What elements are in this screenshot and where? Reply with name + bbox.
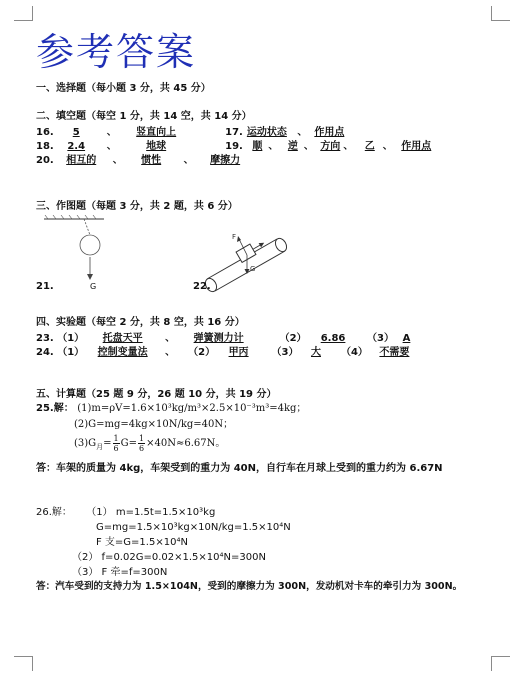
q26-line-1: [36, 506, 215, 520]
q17-answer-b: 作用点: [314, 127, 345, 138]
fraction-one-sixth-2: $\frac{1}{6}$: [139, 434, 145, 453]
q20-number: 20.: [36, 155, 54, 166]
section-choice-heading: 一、选择题（每小题 3 分，共 45 分）: [36, 83, 211, 94]
q26-step-3: F 支=G=1.5×10⁴N: [96, 537, 188, 548]
q20-answer-b: 惯性: [141, 155, 162, 166]
q16-answer-b: 竖直向上: [136, 127, 177, 138]
q19-number: 19.: [225, 141, 243, 152]
q17-answer-a: 运动状态: [246, 127, 287, 138]
q17-number: 17.: [225, 127, 243, 138]
q19-answer-e: 作用点: [401, 141, 432, 152]
experiment-row-23: [36, 332, 415, 346]
figure-22-label-g: G: [250, 265, 256, 273]
separator: 、: [106, 141, 117, 152]
q25-line-1: [36, 402, 306, 416]
crop-mark-bottom-right: [491, 656, 510, 671]
q21-label-g: G: [90, 282, 97, 291]
figure-22-label-f: F: [232, 233, 237, 241]
q16-number: 16.: [36, 127, 54, 138]
q18-answer-b: 地球: [146, 141, 167, 152]
q19-answer-b: 逆: [287, 141, 298, 152]
fraction-one-sixth: $\frac{1}{6}$: [113, 434, 119, 453]
q25-step-3-prefix: (3)G: [74, 438, 97, 449]
q26-step-2: G=mg=1.5×10³kg×10N/kg=1.5×10⁴N: [96, 522, 291, 533]
q20-answer-c: 摩擦力: [210, 155, 241, 166]
q26-step-5: （3） F 牵=f=300N: [72, 567, 168, 578]
q26-answer: 答：汽车受到的支持力为 1.5×104N，受到的摩擦力为 300N，发动机对卡车的牵引力为 300N。: [36, 581, 463, 592]
section-calculation-heading: 五、计算题（25 题 9 分，26 题 10 分，共 19 分）: [36, 389, 277, 400]
q24-answer-1: 控制变量法: [97, 347, 148, 358]
q19-answer-c: 方向: [320, 141, 341, 152]
crop-mark-top-left: [14, 6, 33, 21]
page-title: 参考答案: [36, 30, 197, 74]
q18-number: 18.: [36, 141, 54, 152]
q24-number: 24.: [36, 347, 54, 358]
q26-step-1: （1） m=1.5t=1.5×10³kg: [86, 507, 216, 518]
experiment-row-24: [36, 346, 417, 360]
q23-part-1: （1）: [57, 333, 85, 344]
separator: 、: [112, 155, 123, 166]
q24-answer-4: 不需要: [379, 347, 410, 358]
separator: 、: [106, 127, 117, 138]
q25-step-3-mid: G=: [120, 438, 138, 449]
q19-answer-d: 乙: [364, 141, 375, 152]
q26-step-4: （2） f=0.02G=0.02×1.5×10⁴N=300N: [72, 552, 266, 563]
q25-step-3-equals: =: [103, 438, 112, 449]
q25-step-2: (2)G=mg=4kg×10N/kg=40N；: [74, 419, 234, 430]
q24-part-2: （2）: [188, 347, 216, 358]
q23-part-2: （2）: [279, 333, 307, 344]
q24-part-4: （4）: [340, 347, 368, 358]
q18-answer-a: 2.4: [67, 141, 86, 152]
separator: 、: [382, 141, 393, 152]
section-drawing-heading: 三、作图题（每题 3 分，共 2 题，共 6 分）: [36, 201, 238, 212]
figure-21-pendulum-diagram: [40, 215, 120, 285]
fill-row-16-17: [36, 126, 351, 140]
separator: 、: [183, 155, 194, 166]
q24-answer-2: 甲丙: [228, 347, 249, 358]
separator: 、: [303, 141, 314, 152]
q24-part-1: （1）: [57, 347, 85, 358]
figure-22-incline-diagram: [205, 225, 295, 295]
q20-answer-a: 相互的: [66, 155, 97, 166]
q26-label: 26.解：: [36, 507, 72, 518]
q23-answer-1: 托盘天平: [102, 333, 143, 344]
section-experiment-heading: 四、实验题（每空 2 分，共 8 空，共 16 分）: [36, 317, 245, 328]
crop-mark-bottom-left: [14, 656, 33, 671]
separator: 、: [165, 333, 176, 344]
separator: 、: [343, 141, 354, 152]
q23-number: 23.: [36, 333, 54, 344]
q21-number: 21.: [36, 281, 54, 292]
separator: 、: [268, 141, 279, 152]
separator: 、: [297, 127, 308, 138]
section-fill-heading: 二、填空题（每空 1 分，共 14 空，共 14 分）: [36, 111, 252, 122]
crop-mark-top-right: [491, 6, 510, 21]
fill-row-18-19: [36, 140, 436, 154]
q23-answer-3: 6.86: [320, 333, 346, 344]
q25-answer: 答：车架的质量为 4kg，车架受到的重力为 40N，自行车在月球上受到的重力约为 6.67N: [36, 463, 443, 474]
separator: 、: [165, 347, 176, 358]
q25-label: 25.解：: [36, 403, 74, 414]
q24-part-3: （3）: [271, 347, 299, 358]
q19-answer-a: 顺: [252, 141, 263, 152]
q25-step-1: (1)m=ρV=1.6×10³kg/m³×2.5×10⁻³m³=4kg；: [77, 403, 307, 414]
q25-step-3-subscript: 月: [96, 443, 104, 451]
q23-part-3: （3）: [367, 333, 394, 344]
q16-answer-a: 5: [72, 127, 80, 138]
q25-step-3-result: ×40N≈6.67N。: [146, 438, 226, 449]
q22-number: 22.: [193, 281, 211, 292]
q25-step-3: [74, 434, 225, 457]
q24-answer-3: 大: [310, 347, 321, 358]
q23-answer-4: A: [402, 333, 411, 344]
q23-answer-2: 弹簧测力计: [193, 333, 244, 344]
fill-row-20: [36, 154, 253, 168]
